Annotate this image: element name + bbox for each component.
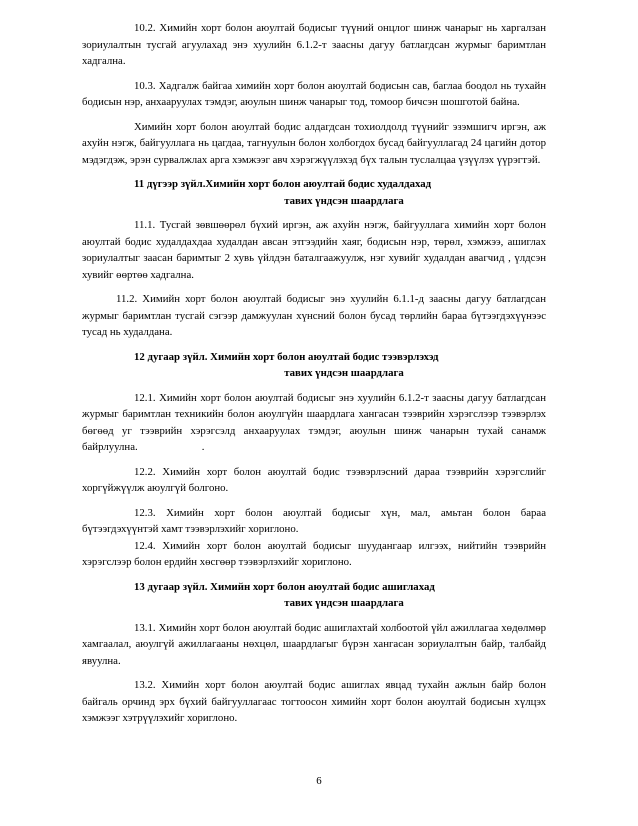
paragraph-10-lost-notice: Химийн хорт болон аюултай бодис алдагдсан тохиолдолд түүнийг эзэмшигч иргэн, аж ахуйн нэгж, байгууллага нь цагдаа, тагнуулын болон холбогдох бусад байгууллагад 24 цагийн дотор мэдэгдэж, эрэн сурвалжлах арга хэмжээг авч хэрэгжүүлэхэд бүх талын туслалцаа үзүүлэх үүрэгтэй. xyxy=(82,120,546,166)
paragraph-12-3: 12.3. Химийн хорт болон аюултай бодисыг хүн, мал, амьтан болон бараа бүтээгдэхүүнтэй хамт тээвэрлэхийг хориглоно. xyxy=(82,506,546,535)
article-13-subtitle: тавих үндсэн шаардлага xyxy=(284,597,404,609)
page-number: 6 xyxy=(316,775,322,787)
article-11-heading xyxy=(82,176,546,209)
paragraph-12-1 xyxy=(82,390,546,456)
article-13-heading xyxy=(82,579,546,612)
article-12-heading xyxy=(82,349,546,382)
article-12-subtitle: тавих үндсэн шаардлага xyxy=(284,367,404,379)
paragraph-11-1: 11.1. Тусгай зөвшөөрөл бүхий иргэн, аж ахуйн нэгж, байгууллага химийн хорт болон аюултай бодис худалдахдаа худалдан авсан этгээдийн хаяг, бодисын нэр, төрөл, хэмжээ, ашиглах зориулалтыг заасан баримтыг 2 хувь үйлдэн баталгаажуулж, нэг хувийг худалдан авагчид , үлдсэн хувийг өөртөө хадгална. xyxy=(82,219,546,281)
paragraph-12-1-text: 12.1. Химийн хорт болон аюултай бодисыг энэ хуулийн 6.1.2-т заасны дагуу батлагдсан журмыг баримтлан техникийн болон аюулгүйн шаардлага хангасан тээврийн хэрэгслээр тээвэрлэх бөгөөд уг тээврийн хэрэгсэлд анхааруулах тэмдэг, аюулын шинж чанарын тухай санамж байрлуулна. xyxy=(82,391,546,453)
article-11-title: 11 дүгээр зүйл.Химийн хорт болон аюултай бодис худалдахад xyxy=(134,178,432,190)
paragraph-13-1: 13.1. Химийн хорт болон аюултай бодис ашиглахтай холбоотой үйл ажиллагаа хөдөлмөр хамгаалал, аюулгүй ажиллагааны нөхцөл, шаардлагыг бүрэн хангасан зориулалтын байр, талбайд явуулна. xyxy=(82,621,546,667)
paragraph-10-2: 10.2. Химийн хорт болон аюултай бодисыг түүний онцлог шинж чанарыг нь харгалзан зориулалтын тусгай агуулахад энэ хуулийн 6.1.2-т заасны дагуу батлагдсан журмыг баримтлан хадгална. xyxy=(82,22,546,67)
paragraph-10-3: 10.3. Хадгалж байгаа химийн хорт болон аюултай бодисын сав, баглаа боодол нь тухайн бодисын нэр, анхааруулах тэмдэг, аюулын шинж чанарыг тод, томоор бичсэн шошготой байна. xyxy=(82,79,546,108)
paragraph-12-4: 12.4. Химийн хорт болон аюултай бодисыг шуудангаар илгээх, нийтийн тээврийн хэрэгслээр болон ердийн хөсгөөр тээвэрлэхийг хориглоно. xyxy=(82,539,546,568)
article-12-title: 12 дугаар зүйл. Химийн хорт болон аюултай бодис тээвэрлэхэд xyxy=(134,350,439,363)
article-11-subtitle: тавих үндсэн шаардлага xyxy=(284,194,404,207)
article-13-title: 13 дугаар зүйл. Химийн хорт болон аюултай бодис ашиглахад xyxy=(134,580,435,593)
document-page xyxy=(82,20,546,727)
paragraph-11-2: 11.2. Химийн хорт болон аюултай бодисыг энэ хуулийн 6.1.1-д заасны дагуу батлагдсан журмыг баримтлан тусгай сэгээр дамжуулан хүнсний болон бусад төрлийн бараа бүтээгдэхүүнээс тусад нь худалдана. xyxy=(82,293,546,338)
paragraph-12-2: 12.2. Химийн хорт болон аюултай бодис тээвэрлэсний дараа тээврийн хэрэгслийг хоргүйжүүлж аюулгүй болгоно. xyxy=(82,465,546,494)
paragraph-12-1-trailing-dot: . xyxy=(201,441,205,453)
paragraph-13-2: 13.2. Химийн хорт болон аюултай бодис ашиглах явцад тухайн ажлын байр болон байгаль орчинд эрх бүхий байгууллагаас тогтоосон химийн хорт болон аюултай бодисын хүлцэх хэмжээг хэтрүүлэхийг хориглоно. xyxy=(82,679,546,724)
